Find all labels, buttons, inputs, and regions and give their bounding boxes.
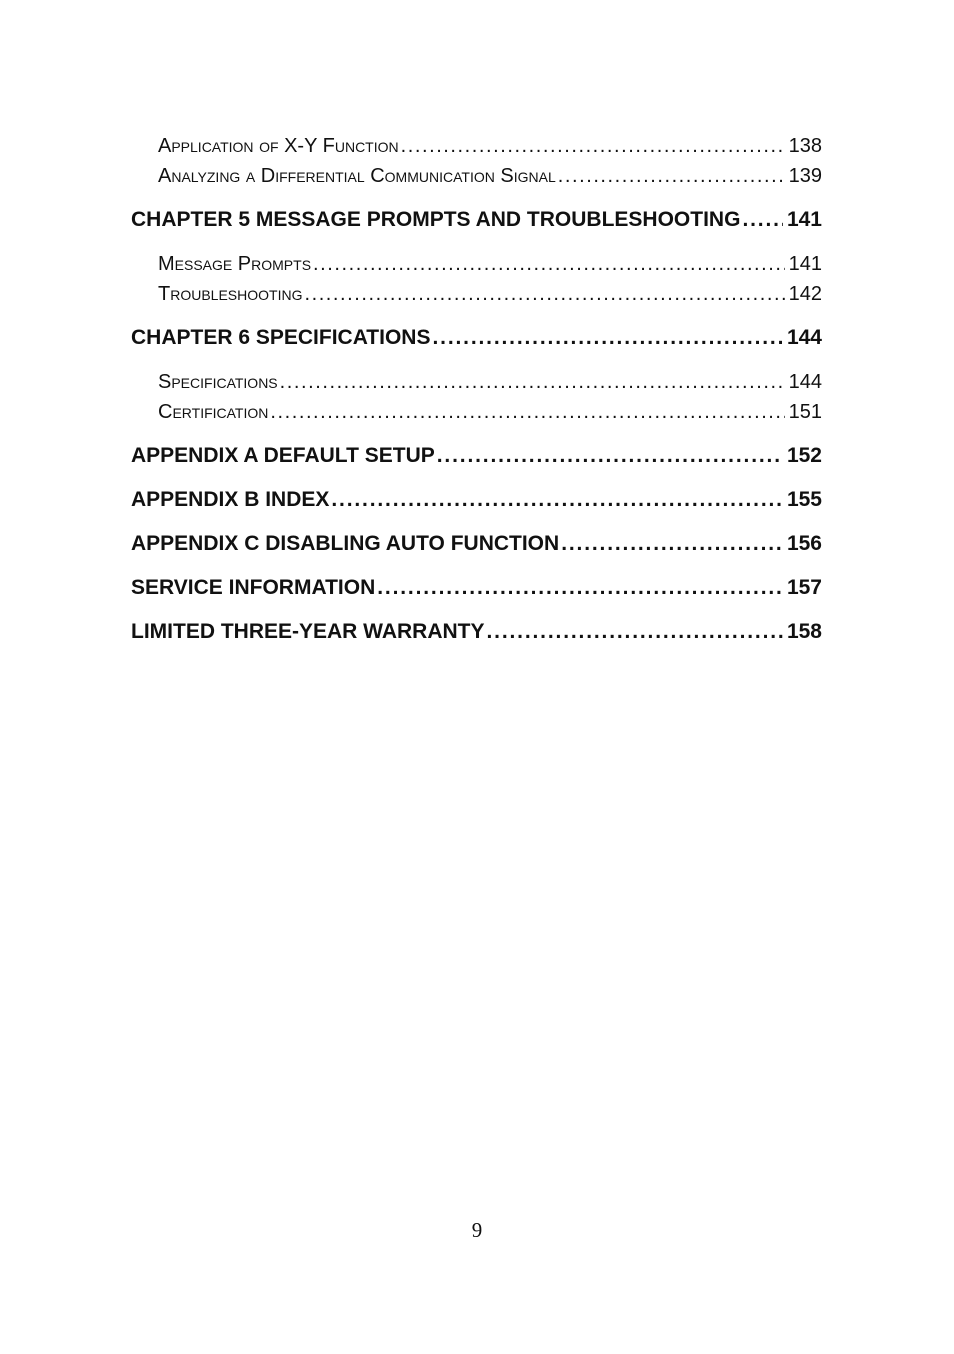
toc-entry-specifications[interactable] (131, 367, 822, 397)
page-number: 9 (471, 1218, 483, 1242)
toc-entry-chapter-5[interactable] (131, 205, 822, 235)
dot-leader (437, 441, 783, 471)
dot-leader (487, 617, 783, 647)
toc-entry-service-information[interactable] (131, 573, 822, 603)
dot-leader (742, 205, 783, 235)
toc-entry-title: Analyzing a Differential Communication Signal (158, 165, 556, 187)
toc-entry-title: LIMITED THREE-YEAR WARRANTY (131, 620, 485, 643)
toc-entry-xy-function[interactable] (131, 131, 822, 161)
toc-entry-page: 141 (788, 253, 822, 275)
toc-entry-title: SERVICE INFORMATION (131, 576, 376, 599)
dot-leader (270, 397, 784, 427)
toc-entry-appendix-b[interactable] (131, 485, 822, 515)
toc-entry-appendix-c[interactable] (131, 529, 822, 559)
toc-entry-title: Specifications (158, 371, 278, 393)
toc-entry-title: CHAPTER 6 SPECIFICATIONS (131, 326, 431, 349)
toc-entry-chapter-6[interactable] (131, 323, 822, 353)
table-of-contents (131, 131, 822, 647)
toc-entry-page: 152 (786, 444, 822, 467)
toc-entry-page: 158 (786, 620, 822, 643)
dot-leader (280, 367, 785, 397)
dot-leader (558, 161, 785, 191)
dot-leader (313, 249, 785, 279)
toc-entry-page: 157 (786, 576, 822, 599)
dot-leader (432, 323, 782, 353)
toc-entry-title: Message Prompts (158, 253, 312, 275)
dot-leader (377, 573, 783, 603)
dot-leader (561, 529, 783, 559)
toc-entry-appendix-a[interactable] (131, 441, 822, 471)
toc-entry-page: 142 (788, 283, 822, 305)
toc-entry-title: Application of X-Y Function (158, 135, 399, 157)
toc-entry-title: APPENDIX B INDEX (131, 488, 330, 511)
dot-leader (304, 279, 784, 309)
toc-entry-title: APPENDIX A DEFAULT SETUP (131, 444, 435, 467)
toc-entry-message-prompts[interactable] (131, 249, 822, 279)
toc-entry-page: 144 (788, 371, 822, 393)
toc-entry-title: Certification (158, 401, 269, 423)
toc-entry-differential-signal[interactable] (131, 161, 822, 191)
toc-entry-certification[interactable] (131, 397, 822, 427)
toc-entry-title: APPENDIX C DISABLING AUTO FUNCTION (131, 532, 560, 555)
toc-entry-page: 138 (788, 135, 822, 157)
toc-entry-page: 139 (788, 165, 822, 187)
toc-entry-title: Troubleshooting (158, 283, 303, 305)
toc-entry-warranty[interactable] (131, 617, 822, 647)
toc-entry-page: 155 (786, 488, 822, 511)
dot-leader (401, 131, 785, 161)
toc-entry-title: CHAPTER 5 MESSAGE PROMPTS AND TROUBLESHOOTING (131, 208, 741, 231)
toc-entry-page: 156 (786, 532, 822, 555)
toc-entry-page: 141 (786, 208, 822, 231)
toc-entry-page: 151 (788, 401, 822, 423)
dot-leader (331, 485, 783, 515)
toc-entry-page: 144 (786, 326, 822, 349)
toc-entry-troubleshooting[interactable] (131, 279, 822, 309)
